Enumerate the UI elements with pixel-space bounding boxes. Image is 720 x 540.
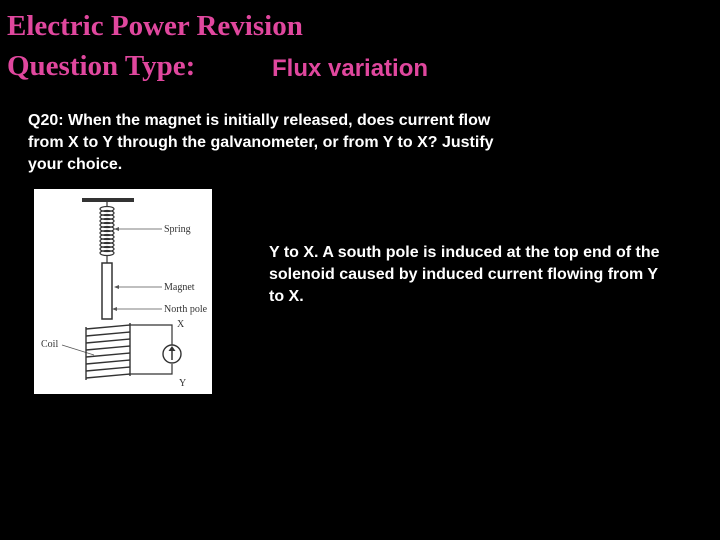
slide-title: Electric Power Revision bbox=[7, 10, 303, 42]
support-bar bbox=[82, 198, 134, 202]
north-pole-label: North pole bbox=[164, 304, 208, 315]
galvanometer-icon bbox=[163, 345, 181, 363]
question-type-label: Question Type: bbox=[7, 50, 196, 82]
answer-text: Y to X. A south pole is induced at the top end of the solenoid caused by induced current flowing from Y to X. bbox=[269, 244, 660, 305]
magnet-label: Magnet bbox=[164, 282, 195, 293]
y-label: Y bbox=[179, 378, 187, 389]
magnet bbox=[102, 263, 112, 319]
coil-label: Coil bbox=[41, 339, 59, 350]
question-text: Q20: When the magnet is initially released, does current flow from X to Y through the galvanometer, or from Y to X? Justify your choice. bbox=[28, 112, 494, 173]
spring-label: Spring bbox=[164, 224, 191, 235]
question-type-value: Flux variation bbox=[272, 55, 429, 82]
spring bbox=[100, 202, 114, 263]
apparatus-diagram bbox=[34, 189, 212, 394]
coil bbox=[86, 323, 130, 380]
x-label: X bbox=[177, 319, 185, 330]
